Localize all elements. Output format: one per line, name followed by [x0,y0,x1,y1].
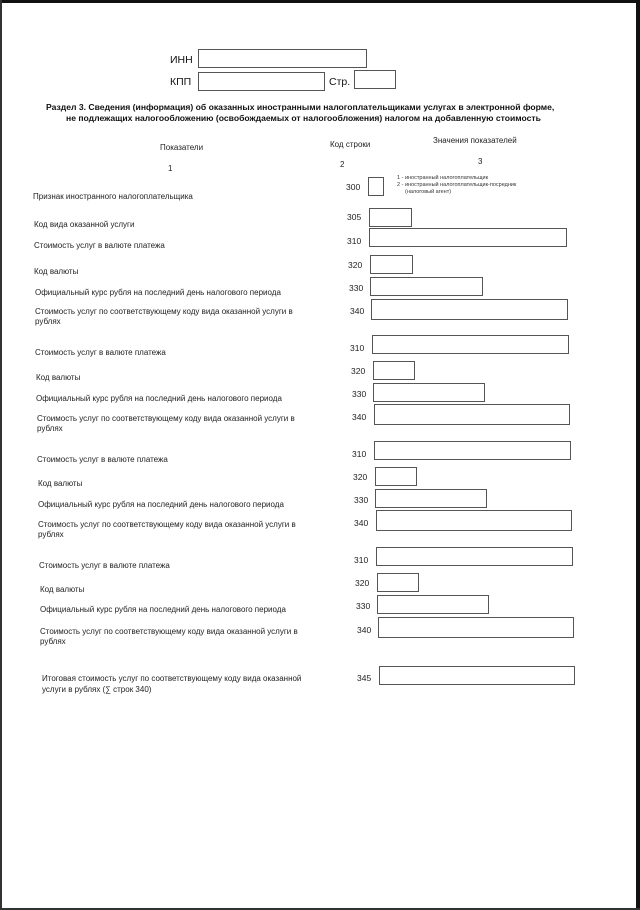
page-label: Стр. [329,76,351,88]
section-title-line1: Раздел 3. Сведения (информация) об оказанных иностранными налогоплательщиками услугах в электронной форме, [46,102,555,112]
currency-code-field-1[interactable] [370,255,413,274]
total-cost-rubles-field[interactable] [379,666,575,685]
row-340-label-line1: Стоимость услуг по соответствующему коду вида оказанной услуги в [40,627,298,636]
row-320-label: Код валюты [38,479,83,488]
row-330-code: 330 [352,389,367,399]
row-310-code: 310 [354,555,369,565]
row-300-code: 300 [346,182,361,192]
row-300-label: Признак иностранного налогоплательщика [33,192,193,201]
row-330-label: Официальный курс рубля на последний день налогового периода [38,500,284,509]
row-310-code: 310 [347,236,362,246]
row-310-label: Стоимость услуг в валюте платежа [35,348,166,357]
row-340-label-line1: Стоимость услуг по соответствующему коду вида оказанной услуги в [37,414,295,423]
section-title-line2: не подлежащих налогообложению (освобождаемых от налогообложения) налогом на добавленную стоимость [66,113,541,123]
inn-field[interactable] [198,49,367,68]
exchange-rate-field-2[interactable] [373,383,485,402]
row-310-label: Стоимость услуг в валюте платежа [37,455,168,464]
column-header-indicators: Показатели [160,143,204,152]
row-300-note-2: 2 - иностранный налогоплательщик-посредник [397,182,517,188]
row-310-code: 310 [350,343,365,353]
row-330-label: Официальный курс рубля на последний день налогового периода [36,394,282,403]
row-340-code: 340 [354,518,369,528]
cost-currency-field-4[interactable] [376,547,573,566]
column-number-3: 3 [478,157,483,166]
column-number-1: 1 [168,164,173,173]
row-330-code: 330 [349,283,364,293]
exchange-rate-field-1[interactable] [370,277,483,296]
row-305-label: Код вида оказанной услуги [34,220,135,229]
row-345-label-line1: Итоговая стоимость услуг по соответствующему коду вида оказанной [42,674,302,683]
row-320-code: 320 [353,472,368,482]
cost-currency-field-3[interactable] [374,441,571,460]
currency-code-field-4[interactable] [377,573,419,592]
cost-rubles-field-1[interactable] [371,299,568,320]
row-340-code: 340 [350,306,365,316]
cost-rubles-field-2[interactable] [374,404,570,425]
row-340-label-line2: рублях [35,317,61,326]
inn-label: ИНН [170,54,193,66]
cost-rubles-field-4[interactable] [378,617,574,638]
exchange-rate-field-3[interactable] [375,489,487,508]
row-330-label: Официальный курс рубля на последний день налогового периода [35,288,281,297]
cost-currency-field-2[interactable] [372,335,569,354]
column-header-line-code: Код строки [330,140,371,149]
row-340-label-line2: рублях [40,637,66,646]
row-300-note-1: 1 - иностранный налогоплательщик [397,175,489,181]
scan-edge-left [0,0,2,910]
exchange-rate-field-4[interactable] [377,595,489,614]
row-340-code: 340 [357,625,372,635]
row-300-note-3: (налоговый агент) [405,189,452,195]
kpp-field[interactable] [198,72,325,91]
row-345-code: 345 [357,673,372,683]
row-330-label: Официальный курс рубля на последний день налогового периода [40,605,286,614]
row-330-code: 330 [356,601,371,611]
column-header-values: Значения показателей [433,136,517,145]
cost-currency-field-1[interactable] [369,228,567,247]
row-305-code: 305 [347,212,362,222]
row-310-label: Стоимость услуг в валюте платежа [39,561,170,570]
scan-edge-right [636,0,640,910]
row-310-code: 310 [352,449,367,459]
row-340-label-line2: рублях [38,530,64,539]
currency-code-field-2[interactable] [373,361,415,380]
service-type-code-field[interactable] [369,208,412,227]
page-number-field[interactable] [354,70,396,89]
kpp-label: КПП [170,76,192,88]
column-number-2: 2 [340,160,345,169]
scan-edge-top [0,0,640,3]
cost-rubles-field-3[interactable] [376,510,572,531]
row-340-label-line1: Стоимость услуг по соответствующему коду вида оказанной услуги в [38,520,296,529]
row-320-label: Код валюты [36,373,81,382]
currency-code-field-3[interactable] [375,467,417,486]
row-320-label: Код валюты [34,267,79,276]
taxpayer-type-field[interactable] [368,177,384,196]
row-320-code: 320 [348,260,363,270]
row-330-code: 330 [354,495,369,505]
row-310-label: Стоимость услуг в валюте платежа [34,241,165,250]
row-320-code: 320 [351,366,366,376]
row-320-code: 320 [355,578,370,588]
row-340-label-line2: рублях [37,424,63,433]
row-340-label-line1: Стоимость услуг по соответствующему коду вида оказанной услуги в [35,307,293,316]
row-320-label: Код валюты [40,585,85,594]
row-340-code: 340 [352,412,367,422]
row-345-label-line2: услуги в рублях (∑ строк 340) [42,685,152,694]
